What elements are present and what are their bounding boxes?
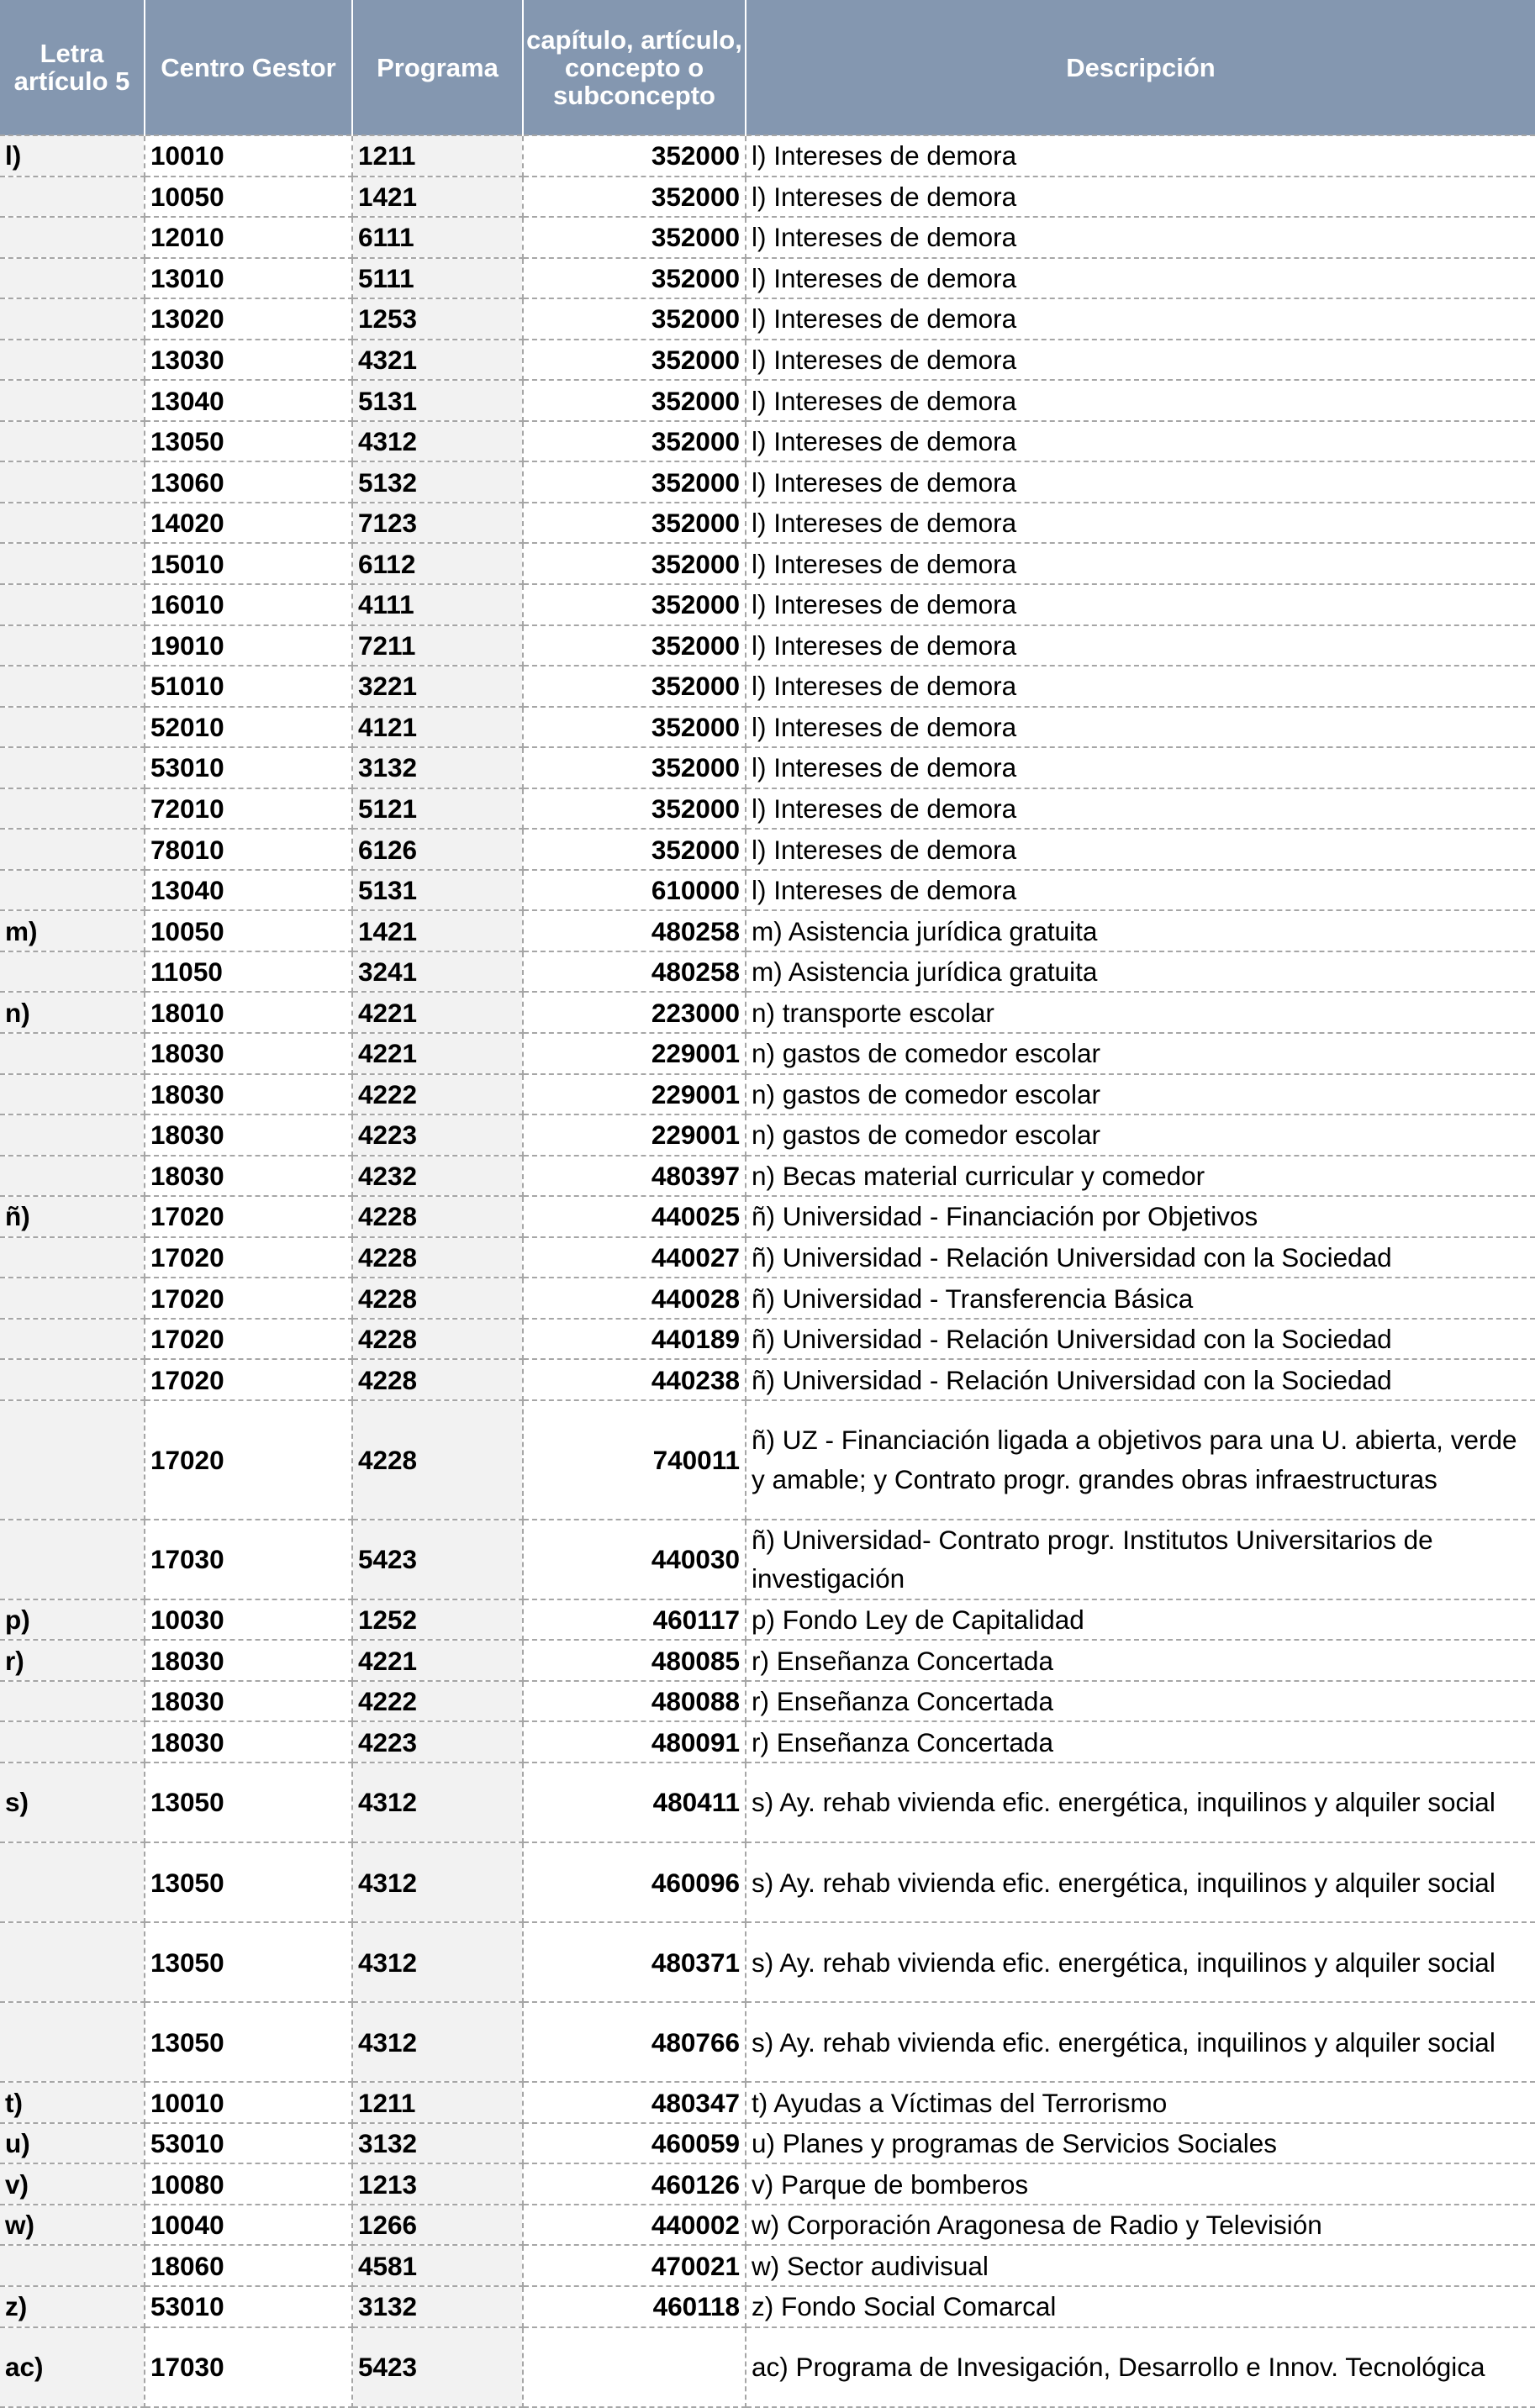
cell-descripcion: ñ) Universidad - Relación Universidad con la Sociedad bbox=[746, 1319, 1535, 1360]
header-concepto: capítulo, artículo, concepto o subconcepto bbox=[523, 0, 746, 135]
table-row bbox=[0, 951, 1535, 993]
cell-descripcion: n) gastos de comedor escolar bbox=[746, 1074, 1535, 1115]
table-row bbox=[0, 217, 1535, 258]
cell-programa: 1252 bbox=[352, 1599, 523, 1641]
cell-programa: 5131 bbox=[352, 870, 523, 911]
cell-letra bbox=[0, 298, 145, 340]
cell-descripcion: s) Ay. rehab vivienda efic. energética, inquilinos y alquiler social bbox=[746, 2002, 1535, 2082]
cell-codigo: 440002 bbox=[523, 2205, 746, 2246]
cell-codigo: 460059 bbox=[523, 2123, 746, 2164]
cell-centro-gestor: 10010 bbox=[145, 135, 352, 177]
cell-centro-gestor: 13040 bbox=[145, 380, 352, 421]
table-row bbox=[0, 992, 1535, 1033]
cell-descripcion: u) Planes y programas de Servicios Sociales bbox=[746, 2123, 1535, 2164]
cell-descripcion: n) gastos de comedor escolar bbox=[746, 1114, 1535, 1156]
cell-letra: s) bbox=[0, 1763, 145, 1842]
cell-programa: 5121 bbox=[352, 788, 523, 830]
cell-programa: 5423 bbox=[352, 1520, 523, 1599]
cell-letra bbox=[0, 1114, 145, 1156]
cell-codigo: 352000 bbox=[523, 503, 746, 544]
table-row bbox=[0, 1114, 1535, 1156]
table-row bbox=[0, 1156, 1535, 1197]
cell-codigo: 610000 bbox=[523, 870, 746, 911]
cell-codigo: 352000 bbox=[523, 421, 746, 462]
table-row bbox=[0, 2286, 1535, 2327]
cell-descripcion: l) Intereses de demora bbox=[746, 707, 1535, 748]
cell-descripcion: l) Intereses de demora bbox=[746, 870, 1535, 911]
cell-codigo: 352000 bbox=[523, 298, 746, 340]
cell-descripcion: s) Ay. rehab vivienda efic. energética, inquilinos y alquiler social bbox=[746, 1842, 1535, 1922]
cell-descripcion: s) Ay. rehab vivienda efic. energética, inquilinos y alquiler social bbox=[746, 1763, 1535, 1842]
cell-centro-gestor: 18030 bbox=[145, 1640, 352, 1681]
cell-descripcion: l) Intereses de demora bbox=[746, 829, 1535, 870]
cell-centro-gestor: 17020 bbox=[145, 1319, 352, 1360]
table-row bbox=[0, 747, 1535, 788]
cell-codigo: 229001 bbox=[523, 1074, 746, 1115]
cell-centro-gestor: 17030 bbox=[145, 2327, 352, 2407]
cell-letra: m) bbox=[0, 910, 145, 951]
cell-codigo: 223000 bbox=[523, 992, 746, 1033]
table-row bbox=[0, 829, 1535, 870]
cell-centro-gestor: 13030 bbox=[145, 340, 352, 381]
cell-centro-gestor: 10030 bbox=[145, 1599, 352, 1641]
cell-centro-gestor: 51010 bbox=[145, 666, 352, 707]
cell-programa: 4312 bbox=[352, 1763, 523, 1842]
cell-programa: 4312 bbox=[352, 2002, 523, 2082]
cell-centro-gestor: 17020 bbox=[145, 1278, 352, 1319]
cell-letra: t) bbox=[0, 2082, 145, 2123]
cell-programa: 4228 bbox=[352, 1196, 523, 1237]
cell-letra bbox=[0, 951, 145, 993]
cell-centro-gestor: 15010 bbox=[145, 543, 352, 584]
cell-letra bbox=[0, 1074, 145, 1115]
cell-centro-gestor: 13060 bbox=[145, 461, 352, 503]
cell-descripcion: s) Ay. rehab vivienda efic. energética, inquilinos y alquiler social bbox=[746, 1922, 1535, 2002]
cell-descripcion: n) gastos de comedor escolar bbox=[746, 1033, 1535, 1074]
cell-centro-gestor: 12010 bbox=[145, 217, 352, 258]
cell-descripcion: w) Corporación Aragonesa de Radio y Televisión bbox=[746, 2205, 1535, 2246]
cell-programa: 4228 bbox=[352, 1237, 523, 1278]
cell-centro-gestor: 18030 bbox=[145, 1721, 352, 1763]
cell-programa: 3132 bbox=[352, 2286, 523, 2327]
cell-programa: 4228 bbox=[352, 1400, 523, 1520]
cell-programa: 3241 bbox=[352, 951, 523, 993]
cell-letra: n) bbox=[0, 992, 145, 1033]
cell-letra bbox=[0, 1721, 145, 1763]
cell-centro-gestor: 18030 bbox=[145, 1114, 352, 1156]
cell-programa: 1421 bbox=[352, 910, 523, 951]
cell-programa: 5423 bbox=[352, 2327, 523, 2407]
table-row bbox=[0, 1842, 1535, 1922]
cell-centro-gestor: 18060 bbox=[145, 2245, 352, 2286]
cell-descripcion: r) Enseñanza Concertada bbox=[746, 1721, 1535, 1763]
header-centro-gestor: Centro Gestor bbox=[145, 0, 352, 135]
cell-letra: v) bbox=[0, 2163, 145, 2205]
cell-descripcion: l) Intereses de demora bbox=[746, 788, 1535, 830]
cell-descripcion: t) Ayudas a Víctimas del Terrorismo bbox=[746, 2082, 1535, 2123]
cell-letra bbox=[0, 666, 145, 707]
cell-codigo: 480091 bbox=[523, 1721, 746, 1763]
cell-descripcion: z) Fondo Social Comarcal bbox=[746, 2286, 1535, 2327]
cell-descripcion: ñ) Universidad - Relación Universidad con la Sociedad bbox=[746, 1237, 1535, 1278]
cell-programa: 4232 bbox=[352, 1156, 523, 1197]
cell-codigo: 352000 bbox=[523, 135, 746, 177]
cell-codigo: 352000 bbox=[523, 788, 746, 830]
table-row bbox=[0, 258, 1535, 299]
cell-letra bbox=[0, 747, 145, 788]
cell-letra bbox=[0, 2002, 145, 2082]
cell-codigo: 352000 bbox=[523, 829, 746, 870]
cell-centro-gestor: 52010 bbox=[145, 707, 352, 748]
cell-letra bbox=[0, 707, 145, 748]
cell-letra bbox=[0, 1033, 145, 1074]
cell-programa: 4228 bbox=[352, 1278, 523, 1319]
cell-programa: 4581 bbox=[352, 2245, 523, 2286]
cell-programa: 3132 bbox=[352, 2123, 523, 2164]
cell-centro-gestor: 17020 bbox=[145, 1196, 352, 1237]
cell-codigo: 440189 bbox=[523, 1319, 746, 1360]
cell-codigo: 352000 bbox=[523, 380, 746, 421]
table-row bbox=[0, 666, 1535, 707]
cell-codigo: 352000 bbox=[523, 340, 746, 381]
cell-codigo: 740011 bbox=[523, 1400, 746, 1520]
table-row bbox=[0, 625, 1535, 667]
cell-codigo: 352000 bbox=[523, 543, 746, 584]
cell-centro-gestor: 13050 bbox=[145, 1763, 352, 1842]
cell-codigo: 440027 bbox=[523, 1237, 746, 1278]
cell-programa: 4111 bbox=[352, 584, 523, 625]
cell-centro-gestor: 72010 bbox=[145, 788, 352, 830]
cell-centro-gestor: 53010 bbox=[145, 2286, 352, 2327]
cell-descripcion: l) Intereses de demora bbox=[746, 217, 1535, 258]
cell-codigo: 470021 bbox=[523, 2245, 746, 2286]
cell-centro-gestor: 17020 bbox=[145, 1359, 352, 1400]
cell-centro-gestor: 18030 bbox=[145, 1156, 352, 1197]
cell-programa: 4121 bbox=[352, 707, 523, 748]
cell-letra bbox=[0, 1922, 145, 2002]
cell-centro-gestor: 18030 bbox=[145, 1074, 352, 1115]
cell-letra bbox=[0, 340, 145, 381]
cell-codigo: 352000 bbox=[523, 584, 746, 625]
cell-descripcion: ñ) Universidad - Transferencia Básica bbox=[746, 1278, 1535, 1319]
cell-letra bbox=[0, 258, 145, 299]
cell-letra bbox=[0, 1400, 145, 1520]
cell-centro-gestor: 17020 bbox=[145, 1400, 352, 1520]
cell-codigo: 480397 bbox=[523, 1156, 746, 1197]
cell-letra: u) bbox=[0, 2123, 145, 2164]
table-row bbox=[0, 1319, 1535, 1360]
cell-letra bbox=[0, 870, 145, 911]
cell-letra: r) bbox=[0, 1640, 145, 1681]
cell-codigo: 480766 bbox=[523, 2002, 746, 2082]
cell-descripcion: ac) Programa de Invesigación, Desarrollo e Innov. Tecnológica bbox=[746, 2327, 1535, 2407]
cell-descripcion: l) Intereses de demora bbox=[746, 177, 1535, 218]
cell-descripcion: l) Intereses de demora bbox=[746, 340, 1535, 381]
cell-programa: 4228 bbox=[352, 1319, 523, 1360]
cell-descripcion: ñ) Universidad- Contrato progr. Institutos Universitarios de investigación bbox=[746, 1520, 1535, 1599]
cell-descripcion: l) Intereses de demora bbox=[746, 503, 1535, 544]
table-row bbox=[0, 1721, 1535, 1763]
cell-programa: 3221 bbox=[352, 666, 523, 707]
cell-codigo: 440238 bbox=[523, 1359, 746, 1400]
cell-codigo: 352000 bbox=[523, 625, 746, 667]
cell-programa: 4222 bbox=[352, 1681, 523, 1722]
table-row bbox=[0, 707, 1535, 748]
cell-programa: 5132 bbox=[352, 461, 523, 503]
table-row bbox=[0, 380, 1535, 421]
cell-codigo: 480258 bbox=[523, 910, 746, 951]
table-row bbox=[0, 177, 1535, 218]
cell-descripcion: ñ) UZ - Financiación ligada a objetivos para una U. abierta, verde y amable; y Contrato progr. grandes obras infraestructuras bbox=[746, 1400, 1535, 1520]
table-row bbox=[0, 503, 1535, 544]
header-programa: Programa bbox=[352, 0, 523, 135]
cell-programa: 6111 bbox=[352, 217, 523, 258]
cell-centro-gestor: 10050 bbox=[145, 910, 352, 951]
table-row bbox=[0, 2327, 1535, 2407]
table-row bbox=[0, 340, 1535, 381]
cell-letra bbox=[0, 584, 145, 625]
cell-descripcion: l) Intereses de demora bbox=[746, 421, 1535, 462]
cell-programa: 1421 bbox=[352, 177, 523, 218]
cell-descripcion: p) Fondo Ley de Capitalidad bbox=[746, 1599, 1535, 1641]
cell-codigo: 460118 bbox=[523, 2286, 746, 2327]
cell-descripcion: l) Intereses de demora bbox=[746, 584, 1535, 625]
cell-letra: ñ) bbox=[0, 1196, 145, 1237]
table-row bbox=[0, 1681, 1535, 1722]
cell-letra bbox=[0, 1278, 145, 1319]
cell-codigo: 440028 bbox=[523, 1278, 746, 1319]
cell-letra bbox=[0, 217, 145, 258]
cell-centro-gestor: 13050 bbox=[145, 2002, 352, 2082]
table-row bbox=[0, 1237, 1535, 1278]
table-row bbox=[0, 1278, 1535, 1319]
cell-centro-gestor: 53010 bbox=[145, 747, 352, 788]
table-row bbox=[0, 421, 1535, 462]
cell-programa: 4222 bbox=[352, 1074, 523, 1115]
cell-descripcion: n) Becas material curricular y comedor bbox=[746, 1156, 1535, 1197]
table-row bbox=[0, 1520, 1535, 1599]
cell-centro-gestor: 11050 bbox=[145, 951, 352, 993]
cell-descripcion: n) transporte escolar bbox=[746, 992, 1535, 1033]
cell-letra bbox=[0, 421, 145, 462]
cell-codigo: 440030 bbox=[523, 1520, 746, 1599]
table-row bbox=[0, 1599, 1535, 1641]
cell-descripcion: v) Parque de bomberos bbox=[746, 2163, 1535, 2205]
cell-centro-gestor: 53010 bbox=[145, 2123, 352, 2164]
cell-letra bbox=[0, 1681, 145, 1722]
table-row bbox=[0, 1033, 1535, 1074]
cell-programa: 4223 bbox=[352, 1114, 523, 1156]
cell-codigo: 460117 bbox=[523, 1599, 746, 1641]
cell-letra bbox=[0, 1319, 145, 1360]
cell-programa: 4228 bbox=[352, 1359, 523, 1400]
cell-centro-gestor: 10080 bbox=[145, 2163, 352, 2205]
cell-codigo: 352000 bbox=[523, 707, 746, 748]
cell-descripcion: l) Intereses de demora bbox=[746, 258, 1535, 299]
cell-descripcion: l) Intereses de demora bbox=[746, 298, 1535, 340]
cell-centro-gestor: 13010 bbox=[145, 258, 352, 299]
cell-codigo: 352000 bbox=[523, 177, 746, 218]
cell-programa: 4221 bbox=[352, 1640, 523, 1681]
table-row bbox=[0, 1074, 1535, 1115]
cell-centro-gestor: 13050 bbox=[145, 421, 352, 462]
cell-descripcion: l) Intereses de demora bbox=[746, 625, 1535, 667]
cell-descripcion: l) Intereses de demora bbox=[746, 747, 1535, 788]
cell-centro-gestor: 10050 bbox=[145, 177, 352, 218]
cell-codigo: 480085 bbox=[523, 1640, 746, 1681]
cell-programa: 1266 bbox=[352, 2205, 523, 2246]
cell-centro-gestor: 10040 bbox=[145, 2205, 352, 2246]
cell-centro-gestor: 13020 bbox=[145, 298, 352, 340]
cell-descripcion: r) Enseñanza Concertada bbox=[746, 1681, 1535, 1722]
cell-centro-gestor: 17020 bbox=[145, 1237, 352, 1278]
table-row bbox=[0, 1763, 1535, 1842]
cell-programa: 1211 bbox=[352, 135, 523, 177]
table-row bbox=[0, 1922, 1535, 2002]
cell-descripcion: l) Intereses de demora bbox=[746, 543, 1535, 584]
cell-letra bbox=[0, 2245, 145, 2286]
cell-programa: 6112 bbox=[352, 543, 523, 584]
cell-letra: ac) bbox=[0, 2327, 145, 2407]
cell-programa: 5131 bbox=[352, 380, 523, 421]
table-row bbox=[0, 788, 1535, 830]
table-row bbox=[0, 584, 1535, 625]
cell-codigo: 352000 bbox=[523, 461, 746, 503]
cell-codigo: 352000 bbox=[523, 258, 746, 299]
cell-codigo bbox=[523, 2327, 746, 2407]
table-row bbox=[0, 2163, 1535, 2205]
cell-letra bbox=[0, 1237, 145, 1278]
table-row bbox=[0, 135, 1535, 177]
cell-letra bbox=[0, 1359, 145, 1400]
table-row bbox=[0, 298, 1535, 340]
cell-letra: w) bbox=[0, 2205, 145, 2246]
table-row bbox=[0, 2245, 1535, 2286]
cell-letra: p) bbox=[0, 1599, 145, 1641]
cell-codigo: 480088 bbox=[523, 1681, 746, 1722]
cell-centro-gestor: 18010 bbox=[145, 992, 352, 1033]
cell-codigo: 352000 bbox=[523, 217, 746, 258]
cell-centro-gestor: 14020 bbox=[145, 503, 352, 544]
cell-letra bbox=[0, 788, 145, 830]
cell-programa: 3132 bbox=[352, 747, 523, 788]
cell-programa: 4312 bbox=[352, 1842, 523, 1922]
cell-codigo: 352000 bbox=[523, 666, 746, 707]
table-body bbox=[0, 135, 1535, 2407]
cell-codigo: 460126 bbox=[523, 2163, 746, 2205]
cell-centro-gestor: 16010 bbox=[145, 584, 352, 625]
cell-programa: 7211 bbox=[352, 625, 523, 667]
table-row bbox=[0, 1196, 1535, 1237]
header-row bbox=[0, 0, 1535, 135]
table-row bbox=[0, 2002, 1535, 2082]
cell-codigo: 440025 bbox=[523, 1196, 746, 1237]
cell-descripcion: l) Intereses de demora bbox=[746, 666, 1535, 707]
cell-descripcion: l) Intereses de demora bbox=[746, 135, 1535, 177]
cell-programa: 6126 bbox=[352, 829, 523, 870]
cell-centro-gestor: 18030 bbox=[145, 1681, 352, 1722]
cell-programa: 4221 bbox=[352, 1033, 523, 1074]
cell-descripcion: l) Intereses de demora bbox=[746, 461, 1535, 503]
cell-letra bbox=[0, 543, 145, 584]
header-letra: Letra artículo 5 bbox=[0, 0, 145, 135]
table-row bbox=[0, 2123, 1535, 2164]
cell-centro-gestor: 13050 bbox=[145, 1842, 352, 1922]
cell-codigo: 352000 bbox=[523, 747, 746, 788]
cell-codigo: 229001 bbox=[523, 1114, 746, 1156]
header-descripcion: Descripción bbox=[746, 0, 1535, 135]
table-row bbox=[0, 1359, 1535, 1400]
cell-letra bbox=[0, 1156, 145, 1197]
cell-letra bbox=[0, 461, 145, 503]
table-row bbox=[0, 1400, 1535, 1520]
cell-descripcion: r) Enseñanza Concertada bbox=[746, 1640, 1535, 1681]
cell-codigo: 480258 bbox=[523, 951, 746, 993]
cell-codigo: 480411 bbox=[523, 1763, 746, 1842]
cell-programa: 1211 bbox=[352, 2082, 523, 2123]
cell-letra bbox=[0, 177, 145, 218]
cell-descripcion: w) Sector audivisual bbox=[746, 2245, 1535, 2286]
table-row bbox=[0, 2205, 1535, 2246]
cell-programa: 1213 bbox=[352, 2163, 523, 2205]
cell-programa: 4223 bbox=[352, 1721, 523, 1763]
cell-programa: 4312 bbox=[352, 1922, 523, 2002]
cell-programa: 4321 bbox=[352, 340, 523, 381]
cell-letra bbox=[0, 1520, 145, 1599]
table-row bbox=[0, 910, 1535, 951]
cell-descripcion: ñ) Universidad - Financiación por Objetivos bbox=[746, 1196, 1535, 1237]
cell-letra: l) bbox=[0, 135, 145, 177]
table-row bbox=[0, 1640, 1535, 1681]
cell-programa: 1253 bbox=[352, 298, 523, 340]
cell-descripcion: ñ) Universidad - Relación Universidad con la Sociedad bbox=[746, 1359, 1535, 1400]
table-row bbox=[0, 543, 1535, 584]
cell-codigo: 229001 bbox=[523, 1033, 746, 1074]
cell-centro-gestor: 17030 bbox=[145, 1520, 352, 1599]
cell-centro-gestor: 18030 bbox=[145, 1033, 352, 1074]
cell-centro-gestor: 13040 bbox=[145, 870, 352, 911]
cell-letra bbox=[0, 503, 145, 544]
cell-letra bbox=[0, 380, 145, 421]
cell-centro-gestor: 10010 bbox=[145, 2082, 352, 2123]
table-row bbox=[0, 2082, 1535, 2123]
cell-programa: 4221 bbox=[352, 992, 523, 1033]
cell-letra bbox=[0, 829, 145, 870]
cell-programa: 7123 bbox=[352, 503, 523, 544]
cell-centro-gestor: 13050 bbox=[145, 1922, 352, 2002]
table-header bbox=[0, 0, 1535, 135]
cell-centro-gestor: 19010 bbox=[145, 625, 352, 667]
cell-letra: z) bbox=[0, 2286, 145, 2327]
cell-programa: 5111 bbox=[352, 258, 523, 299]
table-row bbox=[0, 461, 1535, 503]
cell-codigo: 480347 bbox=[523, 2082, 746, 2123]
cell-programa: 4312 bbox=[352, 421, 523, 462]
cell-descripcion: l) Intereses de demora bbox=[746, 380, 1535, 421]
cell-codigo: 480371 bbox=[523, 1922, 746, 2002]
cell-codigo: 460096 bbox=[523, 1842, 746, 1922]
cell-centro-gestor: 78010 bbox=[145, 829, 352, 870]
cell-descripcion: m) Asistencia jurídica gratuita bbox=[746, 910, 1535, 951]
table-row bbox=[0, 870, 1535, 911]
cell-letra bbox=[0, 1842, 145, 1922]
cell-descripcion: m) Asistencia jurídica gratuita bbox=[746, 951, 1535, 993]
cell-letra bbox=[0, 625, 145, 667]
